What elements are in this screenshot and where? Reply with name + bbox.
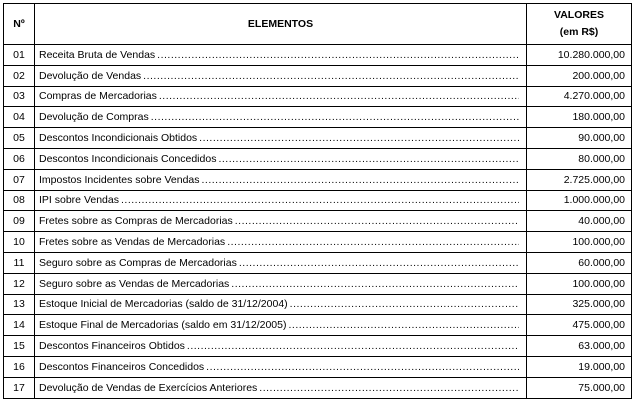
row-description: Seguro sobre as Vendas de Mercadorias xyxy=(39,277,230,290)
row-description: Impostos Incidentes sobre Vendas xyxy=(39,173,200,186)
row-value: 200.000,00 xyxy=(527,65,632,86)
row-value: 1.000.000,00 xyxy=(527,190,632,211)
dot-leader xyxy=(227,236,519,248)
row-description: Receita Bruta de Vendas xyxy=(39,48,156,61)
dot-leader xyxy=(235,215,519,227)
row-description-cell xyxy=(35,232,527,253)
row-description: Descontos Incondicionais Obtidos xyxy=(39,132,198,145)
header-row xyxy=(4,4,632,45)
table-row xyxy=(4,377,632,398)
header-values-line2: (em R$) xyxy=(559,26,599,38)
table-row xyxy=(4,190,632,211)
table-row xyxy=(4,294,632,315)
row-number: 05 xyxy=(4,128,35,149)
table-row xyxy=(4,45,632,66)
dot-leader xyxy=(259,382,519,394)
dot-leader xyxy=(206,361,519,373)
row-value: 60.000,00 xyxy=(527,252,632,273)
row-number: 04 xyxy=(4,107,35,128)
row-description-cell xyxy=(35,273,527,294)
row-number: 10 xyxy=(4,232,35,253)
dot-leader xyxy=(239,257,519,269)
row-description-cell xyxy=(35,190,527,211)
dot-leader xyxy=(143,70,519,82)
row-description-cell xyxy=(35,169,527,190)
row-value: 180.000,00 xyxy=(527,107,632,128)
row-value: 4.270.000,00 xyxy=(527,86,632,107)
dot-leader xyxy=(290,298,519,310)
row-value: 325.000,00 xyxy=(527,294,632,315)
row-number: 15 xyxy=(4,336,35,357)
row-number: 11 xyxy=(4,252,35,273)
elements-table xyxy=(3,3,632,399)
dot-leader xyxy=(231,278,519,290)
row-number: 12 xyxy=(4,273,35,294)
table-row xyxy=(4,148,632,169)
dot-leader xyxy=(187,340,519,352)
header-elements: ELEMENTOS xyxy=(35,4,527,45)
row-description: Devolução de Vendas xyxy=(39,69,142,82)
row-value: 63.000,00 xyxy=(527,336,632,357)
row-number: 13 xyxy=(4,294,35,315)
row-value: 10.280.000,00 xyxy=(527,45,632,66)
row-description: Descontos Financeiros Obtidos xyxy=(39,340,185,353)
row-number: 01 xyxy=(4,45,35,66)
row-description: Seguro sobre as Compras de Mercadorias xyxy=(39,256,237,269)
header-values xyxy=(527,4,632,45)
dot-leader xyxy=(218,153,519,165)
row-number: 09 xyxy=(4,211,35,232)
row-value: 2.725.000,00 xyxy=(527,169,632,190)
table-row xyxy=(4,315,632,336)
row-description-cell xyxy=(35,377,527,398)
row-description-cell xyxy=(35,252,527,273)
dot-leader xyxy=(288,319,519,331)
header-num: Nº xyxy=(4,4,35,45)
dot-leader xyxy=(199,132,519,144)
row-description-cell xyxy=(35,148,527,169)
row-number: 08 xyxy=(4,190,35,211)
row-value: 75.000,00 xyxy=(527,377,632,398)
row-description: Estoque Final de Mercadorias (saldo em 31/12/2005) xyxy=(39,319,287,332)
row-description: Fretes sobre as Vendas de Mercadorias xyxy=(39,236,226,249)
dot-leader xyxy=(157,49,519,61)
row-description: Estoque Inicial de Mercadorias (saldo de 31/12/2004) xyxy=(39,298,288,311)
row-number: 02 xyxy=(4,65,35,86)
table-row xyxy=(4,356,632,377)
table-row xyxy=(4,232,632,253)
row-number: 17 xyxy=(4,377,35,398)
row-description: Descontos Incondicionais Concedidos xyxy=(39,152,217,165)
row-value: 40.000,00 xyxy=(527,211,632,232)
row-description-cell xyxy=(35,128,527,149)
dot-leader xyxy=(159,90,519,102)
row-value: 90.000,00 xyxy=(527,128,632,149)
table-row xyxy=(4,211,632,232)
dot-leader xyxy=(121,194,519,206)
row-description: Compras de Mercadorias xyxy=(39,90,157,103)
table-row xyxy=(4,128,632,149)
row-description-cell xyxy=(35,315,527,336)
row-value: 19.000,00 xyxy=(527,356,632,377)
header-values-line1: VALORES xyxy=(554,9,604,21)
table-row xyxy=(4,86,632,107)
row-description: Devolução de Compras xyxy=(39,111,149,124)
row-description: Devolução de Vendas de Exercícios Anteriores xyxy=(39,381,258,394)
dot-leader xyxy=(202,174,519,186)
table-row xyxy=(4,65,632,86)
row-description-cell xyxy=(35,356,527,377)
row-number: 14 xyxy=(4,315,35,336)
row-description-cell xyxy=(35,86,527,107)
row-value: 475.000,00 xyxy=(527,315,632,336)
table-row xyxy=(4,273,632,294)
table-row xyxy=(4,107,632,128)
row-description-cell xyxy=(35,211,527,232)
row-description-cell xyxy=(35,336,527,357)
dot-leader xyxy=(151,111,519,123)
row-value: 100.000,00 xyxy=(527,232,632,253)
row-description-cell xyxy=(35,107,527,128)
table-row xyxy=(4,169,632,190)
row-description: IPI sobre Vendas xyxy=(39,194,119,207)
row-value: 80.000,00 xyxy=(527,148,632,169)
table-row xyxy=(4,336,632,357)
row-value: 100.000,00 xyxy=(527,273,632,294)
row-description: Fretes sobre as Compras de Mercadorias xyxy=(39,215,233,228)
row-number: 07 xyxy=(4,169,35,190)
row-description: Descontos Financeiros Concedidos xyxy=(39,360,205,373)
row-description-cell xyxy=(35,45,527,66)
table-row xyxy=(4,252,632,273)
row-description-cell xyxy=(35,65,527,86)
row-description-cell xyxy=(35,294,527,315)
row-number: 03 xyxy=(4,86,35,107)
row-number: 16 xyxy=(4,356,35,377)
row-number: 06 xyxy=(4,148,35,169)
